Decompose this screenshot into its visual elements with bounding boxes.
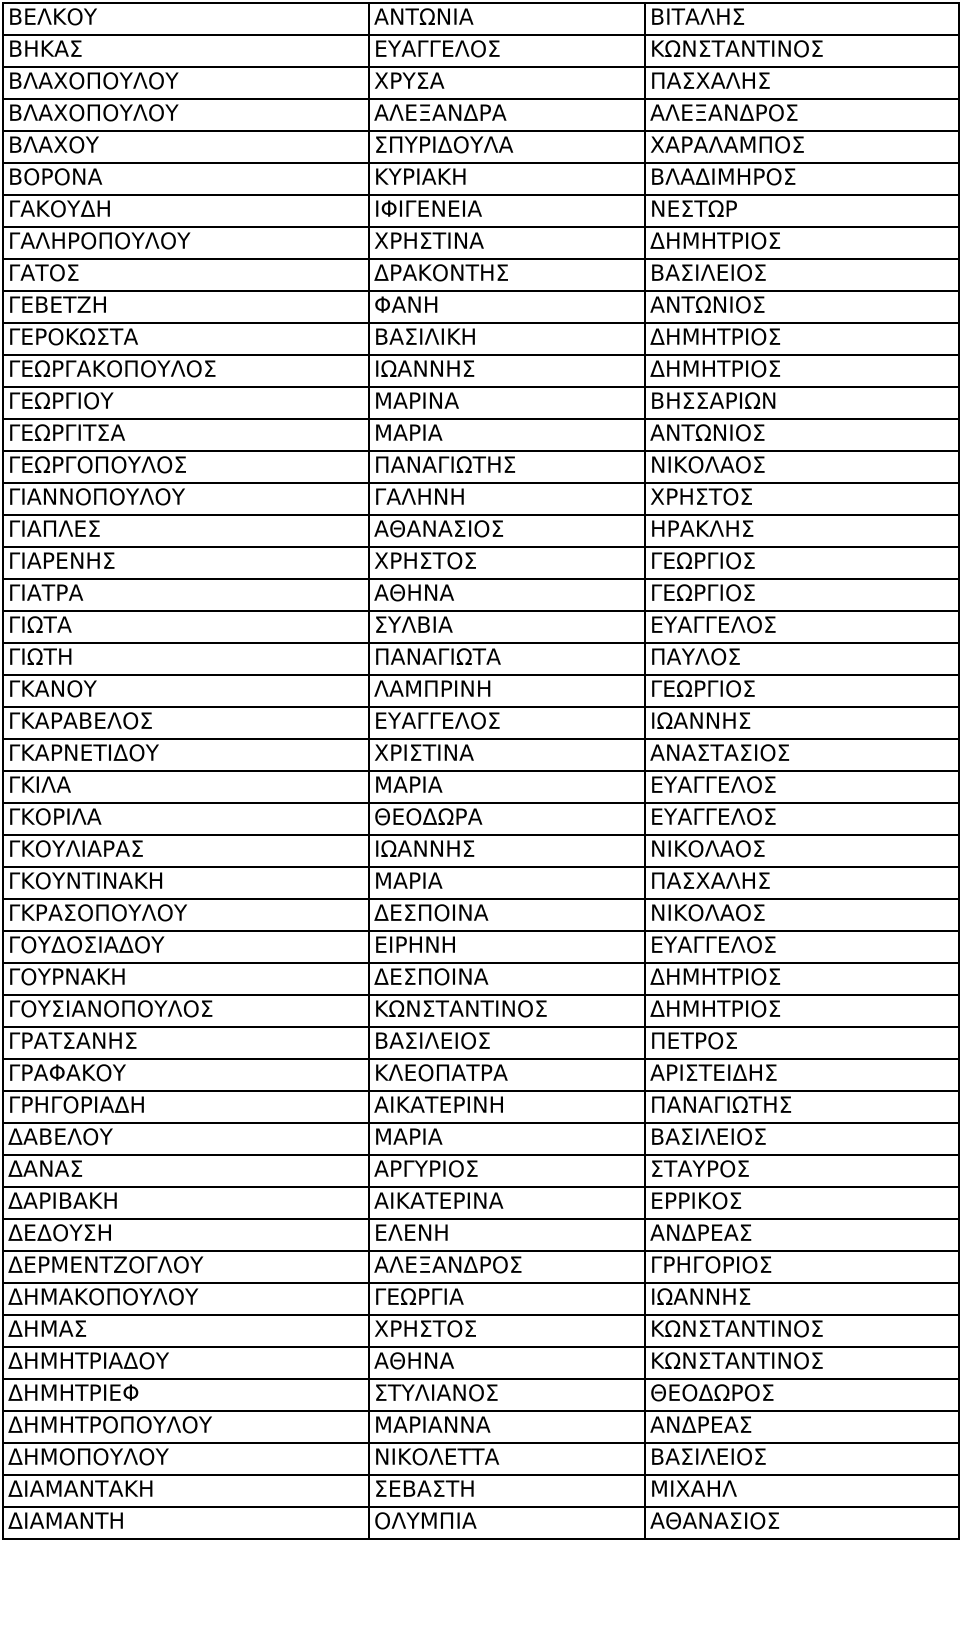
surname-cell: ΒΕΛΚΟΥ [3,3,369,35]
father-name-cell: ΓΕΩΡΓΙΟΣ [645,579,959,611]
first-name-cell: ΠΑΝΑΓΙΩΤΗΣ [369,451,645,483]
surname-cell: ΒΛΑΧΟΥ [3,131,369,163]
father-name-cell: ΑΛΕΞΑΝΔΡΟΣ [645,99,959,131]
father-name-cell: ΙΩΑΝΝΗΣ [645,707,959,739]
father-name-cell: ΔΗΜΗΤΡΙΟΣ [645,323,959,355]
surname-cell: ΓΚΑΡΑΒΕΛΟΣ [3,707,369,739]
table-row [3,1123,959,1155]
father-name-cell: ΘΕΟΔΩΡΟΣ [645,1379,959,1411]
father-name-cell: ΠΕΤΡΟΣ [645,1027,959,1059]
table-row [3,1443,959,1475]
table-row [3,771,959,803]
first-name-cell: ΚΥΡΙΑΚΗ [369,163,645,195]
first-name-cell: ΜΑΡΙΑ [369,1123,645,1155]
first-name-cell: ΑΝΤΩΝΙΑ [369,3,645,35]
table-row [3,963,959,995]
surname-cell: ΓΚΙΛΑ [3,771,369,803]
father-name-cell: ΔΗΜΗΤΡΙΟΣ [645,995,959,1027]
first-name-cell: ΒΑΣΙΛΕΙΟΣ [369,1027,645,1059]
first-name-cell: ΝΙΚΟΛΕΤΤΑ [369,1443,645,1475]
table-row [3,1507,959,1539]
table-row [3,1411,959,1443]
surname-cell: ΔΗΜΗΤΡΟΠΟΥΛΟΥ [3,1411,369,1443]
first-name-cell: ΧΡΗΣΤΙΝΑ [369,227,645,259]
surname-cell: ΓΚΟΥΝΤΙΝΑΚΗ [3,867,369,899]
table-row [3,131,959,163]
table-row [3,323,959,355]
table-row [3,163,959,195]
first-name-cell: ΑΘΑΝΑΣΙΟΣ [369,515,645,547]
father-name-cell: ΠΑΝΑΓΙΩΤΗΣ [645,1091,959,1123]
surname-cell: ΒΛΑΧΟΠΟΥΛΟΥ [3,99,369,131]
surname-cell: ΓΙΩΤΗ [3,643,369,675]
names-table-sheet [2,2,958,1540]
surname-cell: ΔΗΜΗΤΡΙΑΔΟΥ [3,1347,369,1379]
surname-cell: ΔΙΑΜΑΝΤΑΚΗ [3,1475,369,1507]
table-row [3,675,959,707]
first-name-cell: ΑΛΕΞΑΝΔΡΑ [369,99,645,131]
table-row [3,387,959,419]
table-row [3,419,959,451]
father-name-cell: ΑΡΙΣΤΕΙΔΗΣ [645,1059,959,1091]
first-name-cell: ΧΡΙΣΤΙΝΑ [369,739,645,771]
surname-cell: ΔΕΔΟΥΣΗ [3,1219,369,1251]
first-name-cell: ΣΤΥΛΙΑΝΟΣ [369,1379,645,1411]
surname-cell: ΓΙΑΡΕΝΗΣ [3,547,369,579]
table-row [3,259,959,291]
first-name-cell: ΧΡΗΣΤΟΣ [369,1315,645,1347]
table-row [3,99,959,131]
table-row [3,1283,959,1315]
table-row [3,1187,959,1219]
first-name-cell: ΔΕΣΠΟΙΝΑ [369,963,645,995]
surname-cell: ΓΡΑΦΑΚΟΥ [3,1059,369,1091]
table-row [3,67,959,99]
surname-cell: ΓΕΩΡΓΙΟΥ [3,387,369,419]
first-name-cell: ΣΥΛΒΙΑ [369,611,645,643]
father-name-cell: ΕΥΑΓΓΕΛΟΣ [645,803,959,835]
table-row [3,1219,959,1251]
father-name-cell: ΑΝΑΣΤΑΣΙΟΣ [645,739,959,771]
father-name-cell: ΓΡΗΓΟΡΙΟΣ [645,1251,959,1283]
first-name-cell: ΜΑΡΙΑ [369,867,645,899]
father-name-cell: ΕΥΑΓΓΕΛΟΣ [645,771,959,803]
table-row [3,835,959,867]
father-name-cell: ΧΡΗΣΤΟΣ [645,483,959,515]
father-name-cell: ΚΩΝΣΤΑΝΤΙΝΟΣ [645,1347,959,1379]
father-name-cell: ΠΑΣΧΑΛΗΣ [645,67,959,99]
surname-cell: ΓΡΑΤΣΑΝΗΣ [3,1027,369,1059]
father-name-cell: ΣΤΑΥΡΟΣ [645,1155,959,1187]
father-name-cell: ΓΕΩΡΓΙΟΣ [645,547,959,579]
surname-cell: ΓΚΑΡΝΕΤΙΔΟΥ [3,739,369,771]
father-name-cell: ΒΗΣΣΑΡΙΩΝ [645,387,959,419]
father-name-cell: ΒΑΣΙΛΕΙΟΣ [645,1443,959,1475]
table-row [3,3,959,35]
first-name-cell: ΕΥΑΓΓΕΛΟΣ [369,707,645,739]
father-name-cell: ΑΘΑΝΑΣΙΟΣ [645,1507,959,1539]
table-row [3,1347,959,1379]
table-row [3,483,959,515]
table-row [3,1251,959,1283]
table-row [3,707,959,739]
first-name-cell: ΜΑΡΙΑ [369,419,645,451]
table-row [3,931,959,963]
table-row [3,1315,959,1347]
surname-cell: ΓΕΩΡΓΑΚΟΠΟΥΛΟΣ [3,355,369,387]
table-row [3,899,959,931]
surname-cell: ΔΑΒΕΛΟΥ [3,1123,369,1155]
first-name-cell: ΛΑΜΠΡΙΝΗ [369,675,645,707]
father-name-cell: ΑΝΤΩΝΙΟΣ [645,291,959,323]
first-name-cell: ΜΑΡΙΑΝΝΑ [369,1411,645,1443]
surname-cell: ΓΑΚΟΥΔΗ [3,195,369,227]
surname-cell: ΓΑΤΟΣ [3,259,369,291]
first-name-cell: ΜΑΡΙΝΑ [369,387,645,419]
father-name-cell: ΗΡΑΚΛΗΣ [645,515,959,547]
first-name-cell: ΙΩΑΝΝΗΣ [369,355,645,387]
father-name-cell: ΔΗΜΗΤΡΙΟΣ [645,355,959,387]
table-row [3,803,959,835]
surname-cell: ΓΟΥΡΝΑΚΗ [3,963,369,995]
surname-cell: ΔΗΜΑΣ [3,1315,369,1347]
table-row [3,611,959,643]
father-name-cell: ΔΗΜΗΤΡΙΟΣ [645,963,959,995]
table-row [3,515,959,547]
father-name-cell: ΑΝΔΡΕΑΣ [645,1411,959,1443]
table-row [3,451,959,483]
table-row [3,1059,959,1091]
first-name-cell: ΙΩΑΝΝΗΣ [369,835,645,867]
father-name-cell: ΕΥΑΓΓΕΛΟΣ [645,611,959,643]
surname-cell: ΓΕΡΟΚΩΣΤΑ [3,323,369,355]
father-name-cell: ΑΝΔΡΕΑΣ [645,1219,959,1251]
first-name-cell: ΑΙΚΑΤΕΡΙΝΑ [369,1187,645,1219]
first-name-cell: ΒΑΣΙΛΙΚΗ [369,323,645,355]
first-name-cell: ΧΡΗΣΤΟΣ [369,547,645,579]
first-name-cell: ΣΕΒΑΣΤΗ [369,1475,645,1507]
first-name-cell: ΠΑΝΑΓΙΩΤΑ [369,643,645,675]
table-row [3,291,959,323]
father-name-cell: ΠΑΣΧΑΛΗΣ [645,867,959,899]
father-name-cell: ΚΩΝΣΤΑΝΤΙΝΟΣ [645,1315,959,1347]
table-row [3,1475,959,1507]
first-name-cell: ΓΕΩΡΓΙΑ [369,1283,645,1315]
first-name-cell: ΟΛΥΜΠΙΑ [369,1507,645,1539]
first-name-cell: ΓΑΛΗΝΗ [369,483,645,515]
father-name-cell: ΒΑΣΙΛΕΙΟΣ [645,259,959,291]
table-row [3,35,959,67]
first-name-cell: ΔΡΑΚΟΝΤΗΣ [369,259,645,291]
father-name-cell: ΑΝΤΩΝΙΟΣ [645,419,959,451]
father-name-cell: ΙΩΑΝΝΗΣ [645,1283,959,1315]
table-row [3,1379,959,1411]
table-row [3,1091,959,1123]
first-name-cell: ΣΠΥΡΙΔΟΥΛΑ [369,131,645,163]
surname-cell: ΓΟΥΣΙΑΝΟΠΟΥΛΟΣ [3,995,369,1027]
surname-cell: ΓΚΡΑΣΟΠΟΥΛΟΥ [3,899,369,931]
table-row [3,355,959,387]
father-name-cell: ΕΥΑΓΓΕΛΟΣ [645,931,959,963]
surname-cell: ΓΕΩΡΓΙΤΣΑ [3,419,369,451]
surname-cell: ΔΗΜΟΠΟΥΛΟΥ [3,1443,369,1475]
surname-cell: ΔΙΑΜΑΝΤΗ [3,1507,369,1539]
names-table [2,2,960,1540]
table-row [3,1027,959,1059]
father-name-cell: ΠΑΥΛΟΣ [645,643,959,675]
table-row [3,195,959,227]
first-name-cell: ΑΛΕΞΑΝΔΡΟΣ [369,1251,645,1283]
father-name-cell: ΝΕΣΤΩΡ [645,195,959,227]
father-name-cell: ΒΛΑΔΙΜΗΡΟΣ [645,163,959,195]
father-name-cell: ΒΙΤΑΛΗΣ [645,3,959,35]
surname-cell: ΓΚΑΝΟΥ [3,675,369,707]
first-name-cell: ΑΡΓΥΡΙΟΣ [369,1155,645,1187]
surname-cell: ΓΚΟΡΙΛΑ [3,803,369,835]
surname-cell: ΓΙΑΝΝΟΠΟΥΛΟΥ [3,483,369,515]
surname-cell: ΓΑΛΗΡΟΠΟΥΛΟΥ [3,227,369,259]
surname-cell: ΓΙΩΤΑ [3,611,369,643]
first-name-cell: ΑΘΗΝΑ [369,579,645,611]
father-name-cell: ΜΙΧΑΗΛ [645,1475,959,1507]
surname-cell: ΓΙΑΠΛΕΣ [3,515,369,547]
surname-cell: ΔΑΡΙΒΑΚΗ [3,1187,369,1219]
surname-cell: ΓΟΥΔΟΣΙΑΔΟΥ [3,931,369,963]
father-name-cell: ΝΙΚΟΛΑΟΣ [645,451,959,483]
first-name-cell: ΑΘΗΝΑ [369,1347,645,1379]
first-name-cell: ΑΙΚΑΤΕΡΙΝΗ [369,1091,645,1123]
table-row [3,739,959,771]
surname-cell: ΓΕΩΡΓΟΠΟΥΛΟΣ [3,451,369,483]
surname-cell: ΔΕΡΜΕΝΤΖΟΓΛΟΥ [3,1251,369,1283]
father-name-cell: ΧΑΡΑΛΑΜΠΟΣ [645,131,959,163]
first-name-cell: ΘΕΟΔΩΡΑ [369,803,645,835]
first-name-cell: ΕΥΑΓΓΕΛΟΣ [369,35,645,67]
first-name-cell: ΚΩΝΣΤΑΝΤΙΝΟΣ [369,995,645,1027]
surname-cell: ΒΗΚΑΣ [3,35,369,67]
father-name-cell: ΝΙΚΟΛΑΟΣ [645,899,959,931]
table-row [3,643,959,675]
father-name-cell: ΒΑΣΙΛΕΙΟΣ [645,1123,959,1155]
table-row [3,227,959,259]
surname-cell: ΓΡΗΓΟΡΙΑΔΗ [3,1091,369,1123]
first-name-cell: ΚΛΕΟΠΑΤΡΑ [369,1059,645,1091]
table-row [3,1155,959,1187]
surname-cell: ΓΚΟΥΛΙΑΡΑΣ [3,835,369,867]
first-name-cell: ΕΛΕΝΗ [369,1219,645,1251]
father-name-cell: ΝΙΚΟΛΑΟΣ [645,835,959,867]
father-name-cell: ΕΡΡΙΚΟΣ [645,1187,959,1219]
surname-cell: ΒΛΑΧΟΠΟΥΛΟΥ [3,67,369,99]
first-name-cell: ΙΦΙΓΕΝΕΙΑ [369,195,645,227]
first-name-cell: ΕΙΡΗΝΗ [369,931,645,963]
surname-cell: ΓΙΑΤΡΑ [3,579,369,611]
table-row [3,867,959,899]
first-name-cell: ΔΕΣΠΟΙΝΑ [369,899,645,931]
father-name-cell: ΔΗΜΗΤΡΙΟΣ [645,227,959,259]
table-row [3,579,959,611]
first-name-cell: ΦΑΝΗ [369,291,645,323]
surname-cell: ΔΗΜΑΚΟΠΟΥΛΟΥ [3,1283,369,1315]
father-name-cell: ΓΕΩΡΓΙΟΣ [645,675,959,707]
surname-cell: ΒΟΡΟΝΑ [3,163,369,195]
first-name-cell: ΧΡΥΣΑ [369,67,645,99]
first-name-cell: ΜΑΡΙΑ [369,771,645,803]
names-table-body [3,3,959,1539]
surname-cell: ΔΑΝΑΣ [3,1155,369,1187]
surname-cell: ΔΗΜΗΤΡΙΕΦ [3,1379,369,1411]
table-row [3,995,959,1027]
table-row [3,547,959,579]
surname-cell: ΓΕΒΕΤΖΗ [3,291,369,323]
father-name-cell: ΚΩΝΣΤΑΝΤΙΝΟΣ [645,35,959,67]
